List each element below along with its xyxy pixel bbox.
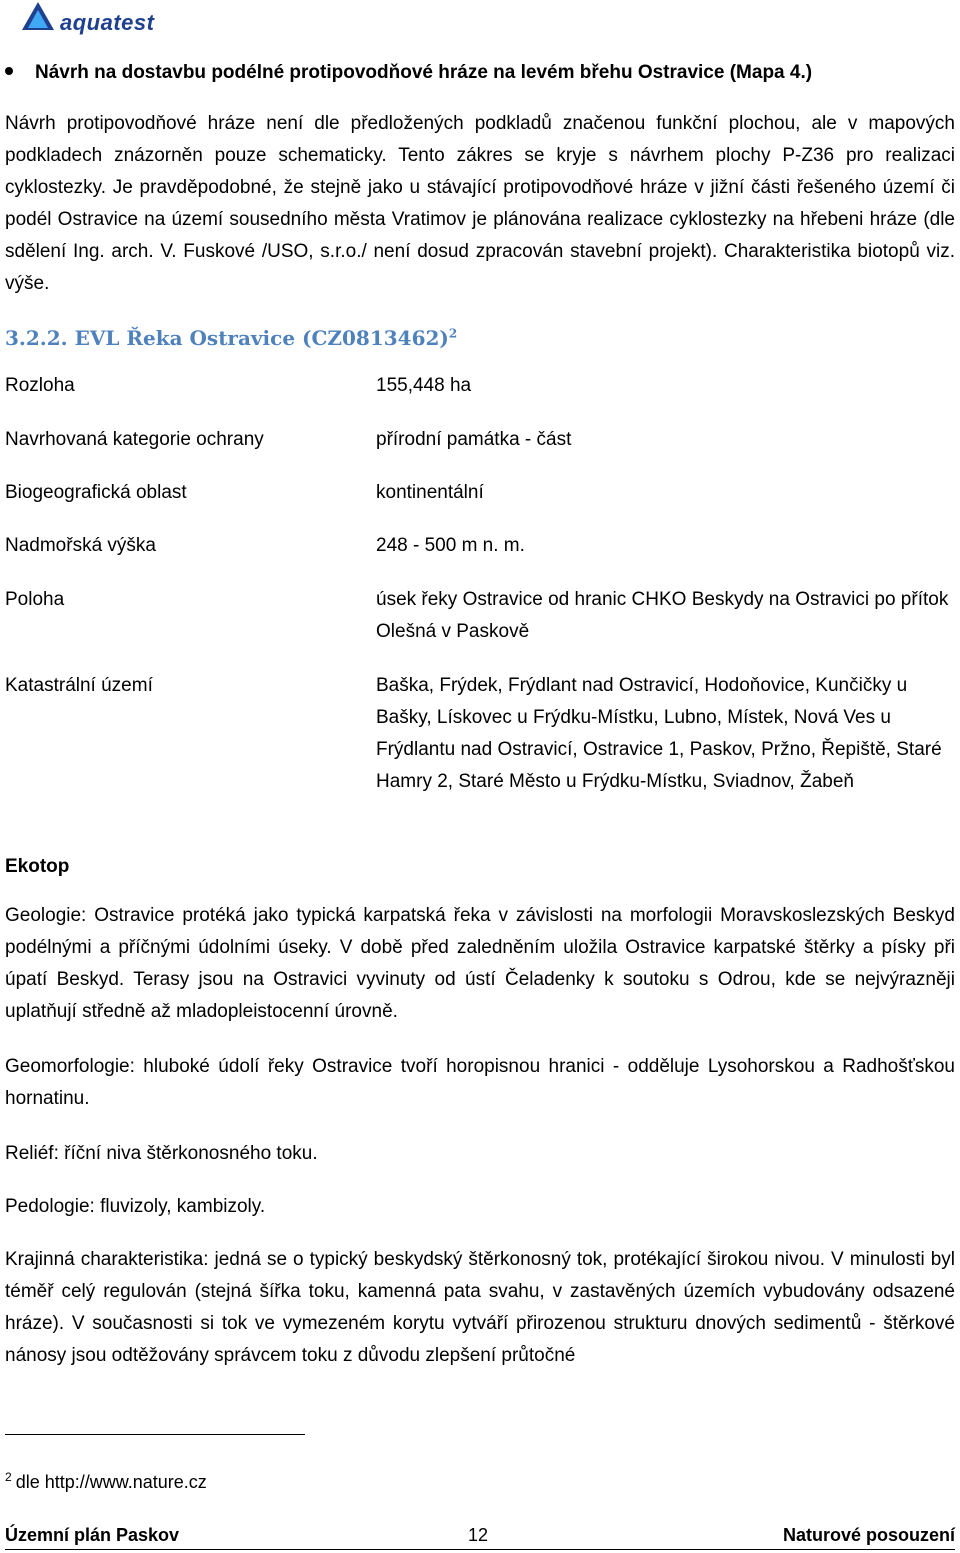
footer-document-title: Územní plán Paskov xyxy=(5,1525,180,1545)
table-row-value: úsek řeky Ostravice od hranic CHKO Beskydy na Ostravici po přítok Olešná v Paskově xyxy=(376,589,949,642)
table-row-label: Katastrální území xyxy=(5,675,153,696)
footer-page-number: 12 xyxy=(468,1525,489,1545)
table-row-value: přírodní památka - část xyxy=(376,429,572,450)
intro-paragraph: Návrh protipovodňové hráze není dle předložených podkladů značenou funkční plochou, ale v mapových podkladech znázorněn pouze schematicky. Tento zákres se kryje s návrhem plochy P-Z36 pro realizaci cyklostezky. Je pravděpodobné, že stejně jako u stávající protipovodňové hráze v jižní části řešeného území či podél Ostravice na území sousedního města Vratimov je plánována realizace cyklostezky na hřebeni hráze (dle sdělení Ing. arch. V. Fuskové /USO, s.r.o./ není dosud zpracován stavební projekt). Charakteristika biotopů viz. výše. xyxy=(5,113,955,294)
table-row-label: Biogeografická oblast xyxy=(5,482,187,503)
table-row-value: Baška, Frýdek, Frýdlant nad Ostravicí, Hodoňovice, Kunčičky u Bašky, Lískovec u Frýdku-Místku, Lubno, Místek, Nová Ves u Frýdlantu nad Ostravicí, Ostravice 1, Paskov, Pržno, Řepiště, Staré Hamry 2, Staré Město u Frýdku-Místku, Sviadnov, Žabeň xyxy=(376,675,942,792)
table-row-label: Poloha xyxy=(5,589,65,610)
footnote-number: 2 xyxy=(5,1470,12,1484)
table-row-label: Nadmořská výška xyxy=(5,535,156,556)
ekotop-title: Ekotop xyxy=(5,856,70,877)
bullet-title: Návrh na dostavbu podélné protipovodňové hráze na levém břehu Ostravice (Mapa 4.) xyxy=(35,62,813,83)
ekotop-relief: Reliéf: říční niva štěrkonosného toku. xyxy=(5,1143,318,1164)
ekotop-pedologie: Pedologie: fluvizoly, kambizoly. xyxy=(5,1196,266,1217)
footnote xyxy=(5,1470,207,1493)
bullet-item xyxy=(5,62,955,84)
table-row-label: Rozloha xyxy=(5,375,75,396)
table-row-value: kontinentální xyxy=(376,482,484,503)
footnote-mark: 2 xyxy=(448,326,458,341)
logo-text: aquatest xyxy=(60,10,155,35)
table-row-label: Navrhovaná kategorie ochrany xyxy=(5,429,264,450)
footnote-text: dle http://www.nature.cz xyxy=(15,1472,207,1492)
footer-divider xyxy=(5,1549,955,1550)
footnote-divider xyxy=(5,1434,305,1435)
footer-section-title: Naturové posouzení xyxy=(782,1525,955,1545)
ekotop-krajina: Krajinná charakteristika: jedná se o typický beskydský štěrkonosný tok, protékající širokou nivou. V minulosti byl téměř celý regulován (stejná šířka toku, kamenná pata svahu, v zastavěných územích vybudovány odsazené hráze). V současnosti si tok ve vymezeném korytu vytváří přirozenou strukturu dnových sedimentů - štěrkové nánosy jsou odtěžovány správcem toku z důvodu zlepšení průtočné xyxy=(5,1249,955,1366)
ekotop-geologie: Geologie: Ostravice protéká jako typická karpatská řeka v závislosti na morfologii Moravskoslezských Beskyd podélnými a příčnými údolními úseky. V době před zaledněním uložila Ostravice karpatské štěrky a písky při úpatí Beskyd. Terasy jsou na Ostravici vyvinuty od ústí Čeladenky k soutoku s Odrou, kde se nejvýrazněji uplatňují středně až mladopleistocenní úrovně. xyxy=(5,905,955,1022)
table-row-value: 248 - 500 m n. m. xyxy=(376,535,525,556)
company-logo xyxy=(18,0,155,36)
logo-icon xyxy=(18,0,58,34)
section-heading xyxy=(5,326,457,350)
section-heading-text: 3.2.2. EVL Řeka Ostravice (CZ0813462) xyxy=(5,326,449,350)
ekotop-geomorfologie: Geomorfologie: hluboké údolí řeky Ostravice tvoří horopisnou hranici - odděluje Lysohorskou a Radhošťskou hornatinu. xyxy=(5,1056,955,1109)
table-row-value: 155,448 ha xyxy=(376,375,472,396)
bullet-icon xyxy=(5,67,13,75)
